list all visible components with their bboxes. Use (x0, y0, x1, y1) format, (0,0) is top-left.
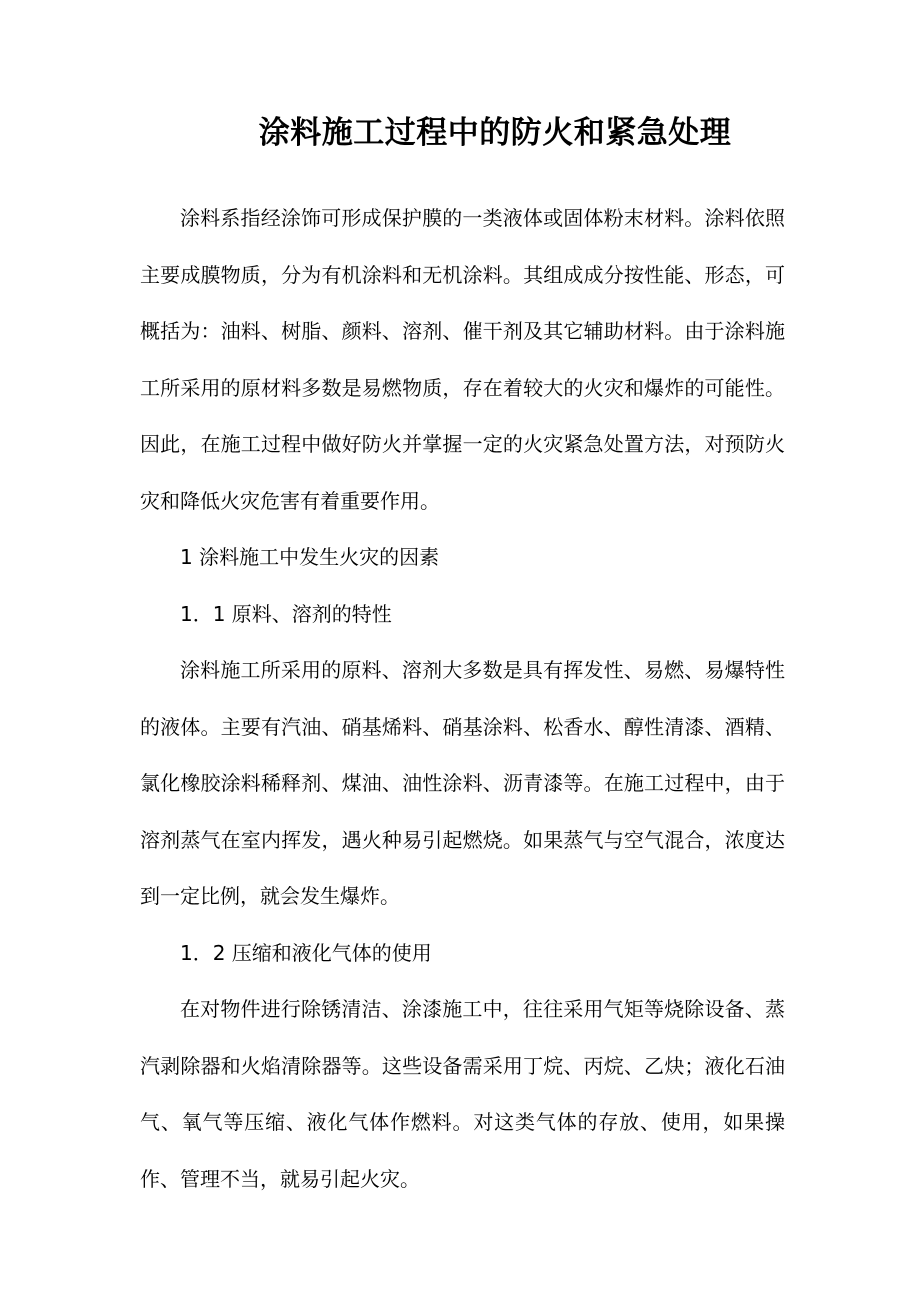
subsection-heading-1-2: 1．2 压缩和液化气体的使用 (180, 940, 432, 965)
section-heading-1: 1 涂料施工中发生火灾的因素 (180, 545, 440, 569)
subsection-heading-1-1: 1．1 原料、溶剂的特性 (180, 601, 392, 626)
document-body (140, 190, 785, 1207)
paragraph-1-2: 在对物件进行除锈清洁、涂漆施工中，往往采用气矩等烧除设备、蒸汽剥除器和火焰清除器等。这些设备需采用丁烷、丙烷、乙炔；液化石油气、氧气等压缩、液化气体作燃料。对这类气体的存放、使用，如果操作、管理不当，就易引起火灾。 (140, 997, 785, 1191)
document-title: 涂料施工过程中的防火和紧急处理 (258, 115, 732, 151)
paragraph-1-1: 涂料施工所采用的原料、溶剂大多数是具有挥发性、易燃、易爆特性的液体。主要有汽油、硝基烯料、硝基涂料、松香水、醇性清漆、酒精、氯化橡胶涂料稀释剂、煤油、油性涂料、沥青漆等。在施工过程中，由于溶剂蒸气在室内挥发，遇火种易引起燃烧。如果蒸气与空气混合，浓度达到一定比例，就会发生爆炸。 (140, 658, 785, 908)
intro-paragraph: 涂料系指经涂饰可形成保护膜的一类液体或固体粉末材料。涂料依照主要成膜物质，分为有机涂料和无机涂料。其组成成分按性能、形态，可概括为：油料、树脂、颜料、溶剂、催干剂及其它辅助材料。由于涂料施工所采用的原材料多数是易燃物质，存在着较大的火灾和爆炸的可能性。因此，在施工过程中做好防火并掌握一定的火灾紧急处置方法，对预防火灾和降低火灾危害有着重要作用。 (140, 206, 785, 513)
